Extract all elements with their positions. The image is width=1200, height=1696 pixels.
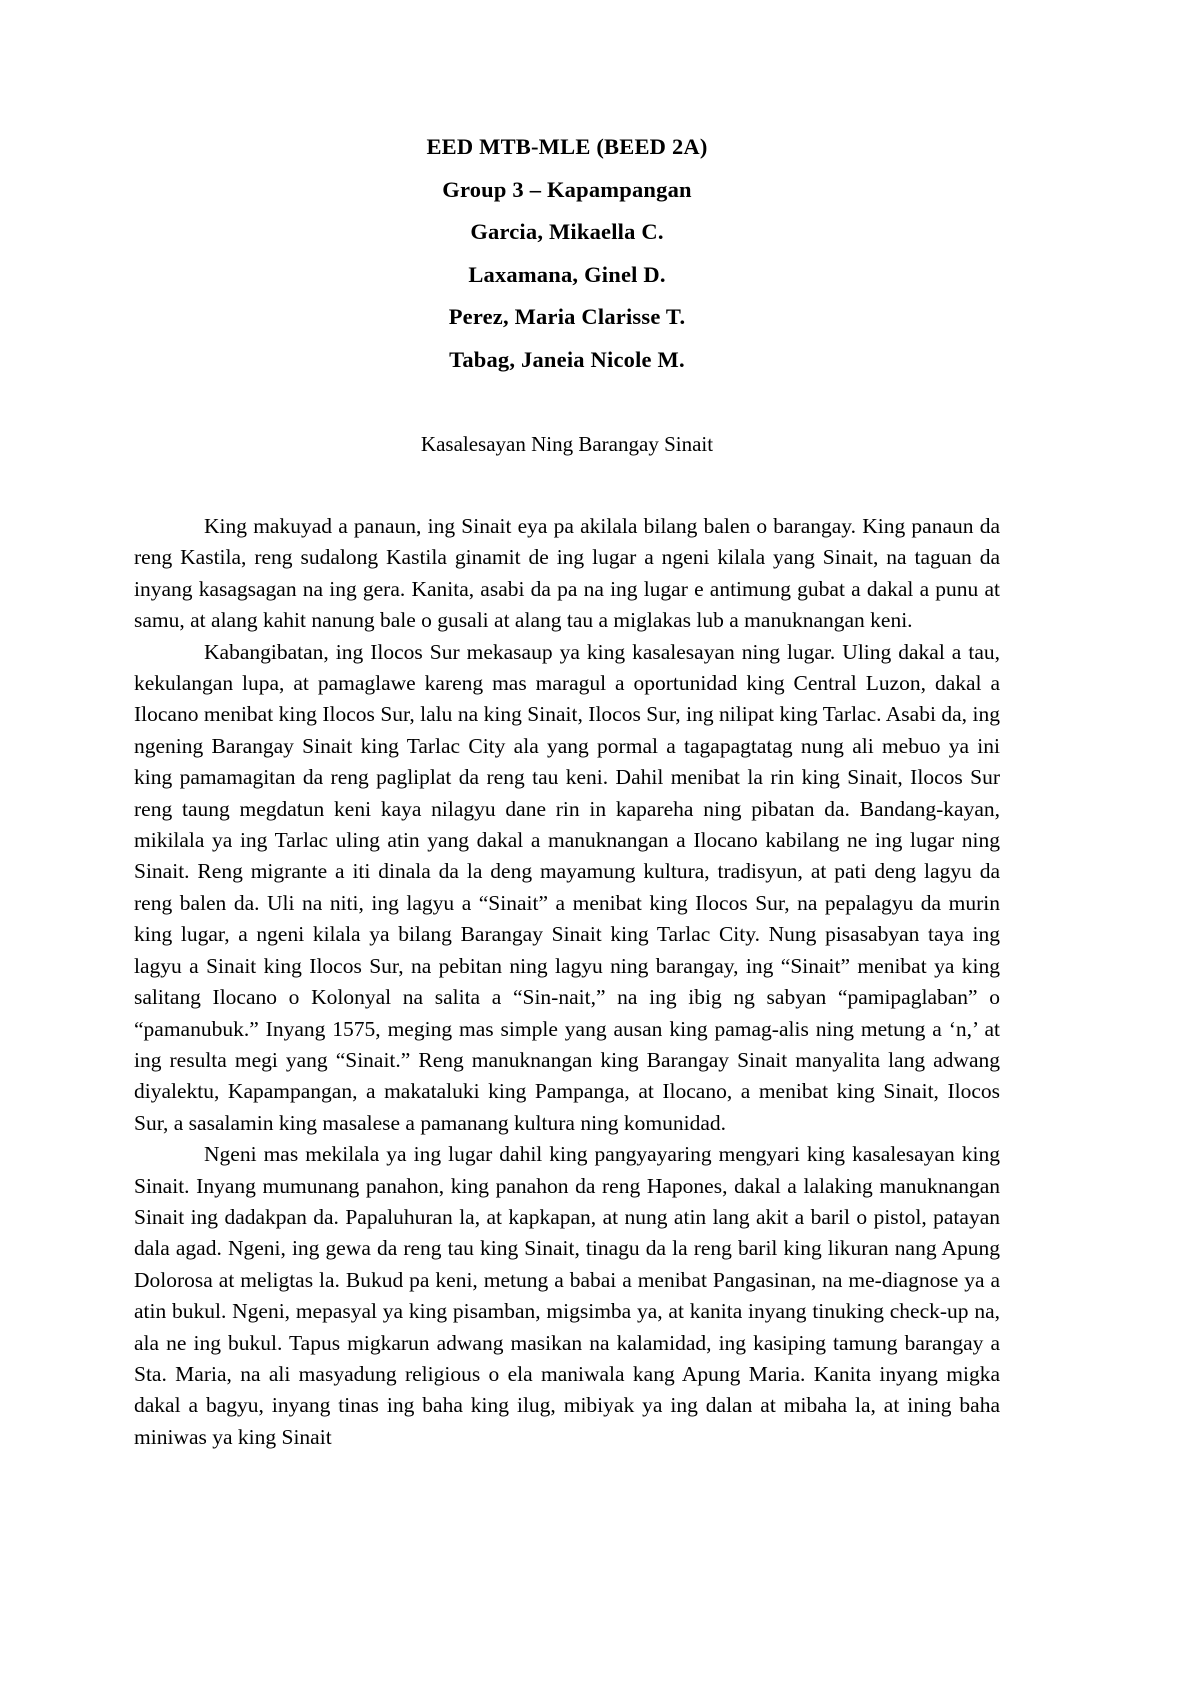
subtitle-body-spacer bbox=[134, 458, 1000, 511]
author-line-2: Laxamana, Ginel D. bbox=[468, 261, 666, 287]
course-title-line: EED MTB-MLE (BEED 2A) bbox=[426, 134, 708, 159]
author-line-4: Tabag, Janeia Nicole M. bbox=[449, 346, 685, 372]
title-subtitle-spacer bbox=[134, 381, 1000, 430]
body-paragraph-3: Ngeni mas mekilala ya ing lugar dahil king pangyayaring mengyari king kasalesayan king Sinait. Inyang mumunang panahon, king panahon da reng Hapones, dakal a lalaking manuknangan Sinait ing dadakpan da. Papaluhuran la, at kapkapan, at nung atin lang akit a baril o pistol, patayan dala agad. Ngeni, ing gewa da reng tau king Sinait, tinagu da la reng baril king likuran nang Apung Dolorosa at meligtas la. Bukud pa keni, metung a babai a menibat Pangasinan, na me-diagnose ya a atin bukul. Ngeni, mepasyal ya king pisamban, migsimba ya, at kanita inyang tinuking check-up na, ala ne ing bukul. Tapus migkarun adwang masikan na kalamidad, ing kasiping tamung barangay a Sta. Maria, na ali masyadung religious o ela maniwala kang Apung Maria. Kanita inyang migka dakal a bagyu, inyang tinas ing baha king ilug, mibiyak ya ing dalan at mibaha la, at ining baha miniwas ya king Sinait bbox=[134, 1142, 1000, 1449]
author-line-3: Perez, Maria Clarisse T. bbox=[448, 304, 686, 329]
group-title-line: Group 3 – Kapampangan bbox=[442, 176, 692, 202]
document-subtitle: Kasalesayan Ning Barangay Sinait bbox=[420, 432, 714, 456]
body-paragraph-1: King makuyad a panaun, ing Sinait eya pa akilala bilang balen o barangay. King panaun da reng Kastila, reng sudalong Kastila ginamit de ing lugar a ngeni kilala yang Sinait, na taguan da inyang kasagsagan na ing gera. Kanita, asabi da pa na ing lugar e antimung gubat a dakal a punu at samu, at alang kahit nanung bale o gusali at alang tau a miglakas lub a manuknangan keni. bbox=[134, 514, 1000, 633]
title-block bbox=[134, 126, 1000, 381]
body-paragraph-2: Kabangibatan, ing Ilocos Sur mekasaup ya king kasalesayan ning lugar. Uling dakal a tau, kekulangan lupa, at pamaglawe kareng mas maragul a oportunidad king Central Luzon, dakal a Ilocano menibat king Ilocos Sur, lalu na king Sinait, Ilocos Sur, ing nilipat king Tarlac. Asabi da, ing ngening Barangay Sinait king Tarlac City ala yang pormal a tagapagtatag nung ali mebuo ya ini king pamamagitan da reng pagliplat da reng tau keni. Dahil menibat la rin king Sinait, Ilocos Sur reng taung megdatun keni kaya nilagyu dane rin in kapareha ning pibatan da. Bandang-kayan, mikilala ya ing Tarlac uling atin yang dakal a manuknangan a Ilocano kabilang ne ing lugar ning Sinait. Reng migrante a iti dinala da la deng mayamung kultura, tradisyun, at pati deng lagyu da reng balen da. Uli na niti, ing lagyu a “Sinait” a menibat king Ilocos Sur, na pepalagyu da murin king lugar, a ngeni kilala ya bilang Barangay Sinait king Tarlac City. Nung pisasabyan taya ing lagyu a Sinait king Ilocos Sur, na pebitan ning lagyu ning barangay, ing “Sinait” menibat ya king salitang Ilocano o Kolonyal na salita a “Sin-nait,” na ing ibig ng sabyan “pamipaglaban” o “pamanubuk.” Inyang 1575, meging mas simple yang ausan king pamag-alis ning metung a ‘n,’ at ing resulta megi yang “Sinait.” Reng manuknangan king Barangay Sinait manyalita lang adwang diyalektu, Kapampangan, a makataluki king Pampanga, at Ilocano, a menibat king Sinait, Ilocos Sur, a sasalamin king masalese a pamanang kultura ning komunidad. bbox=[134, 639, 1000, 1135]
document-content bbox=[134, 126, 1000, 1453]
author-line-1: Garcia, Mikaella C. bbox=[470, 219, 664, 244]
